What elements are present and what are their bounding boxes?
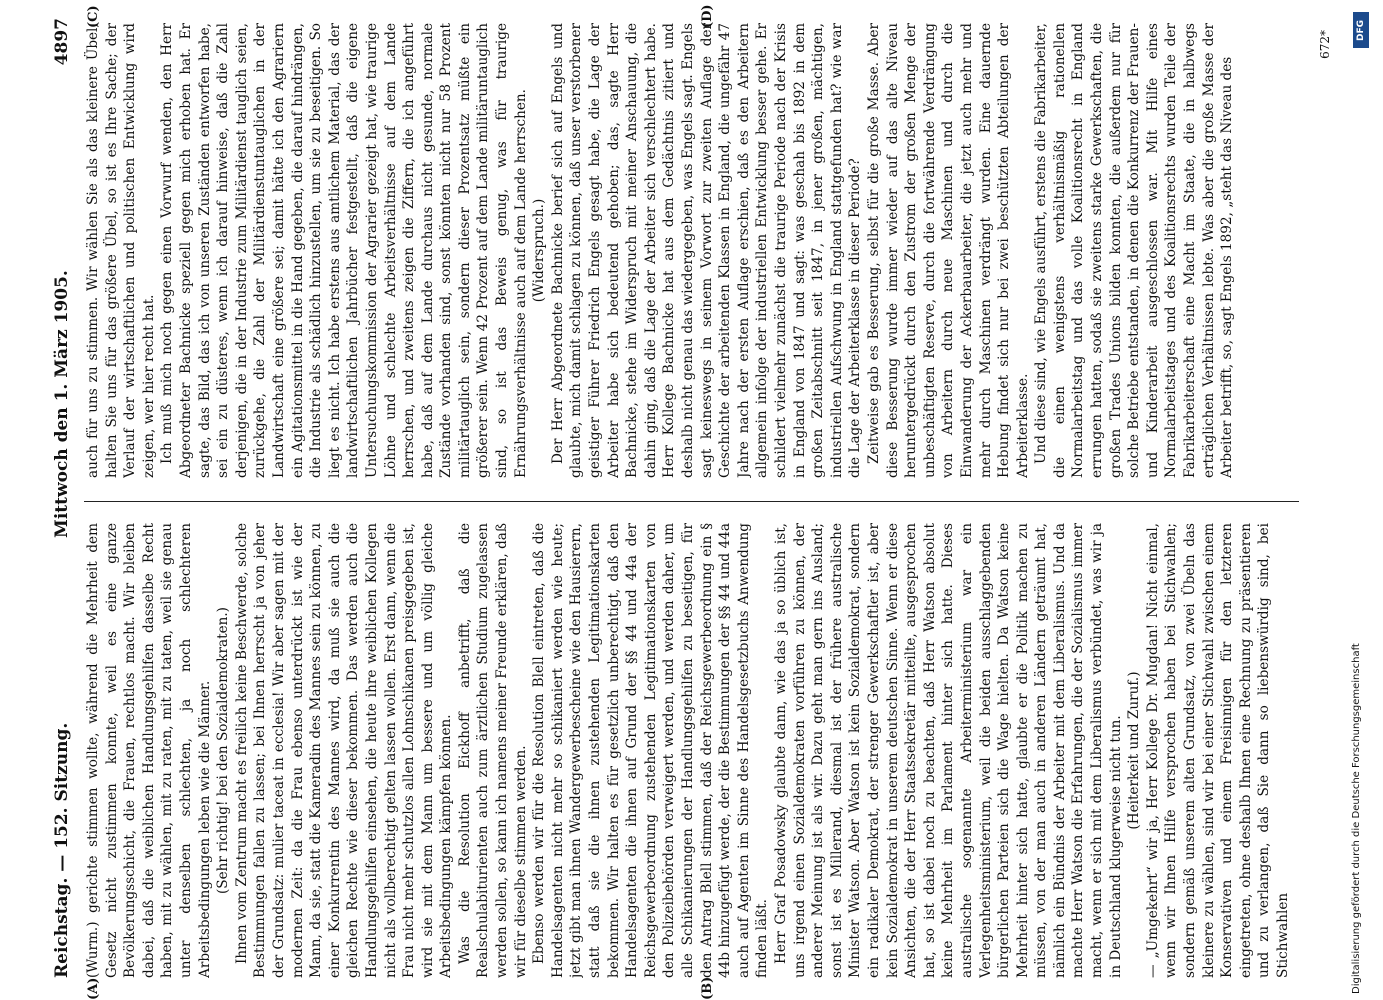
margin-marker-a: (A) [86, 977, 101, 1000]
left-column [84, 523, 1299, 978]
paragraph: (Widerspruch.) [531, 198, 548, 303]
paragraph: Ihnen vom Zentrum macht es freilich keine Beschwerde, solche Bestimmungen fallen zu lassen; bei Ihnen herrscht ja von jeher der Grundsatz: mulier taceat in ecclesia! Wir aber sagen mit der modernen Zeit: da die Frau ebenso unterdrückt ist wie der Mann, da sie, statt die Kameradin des Mannes sein zu können, zu einer Konkurrentin des Mannes wird, da muß sie auch die gleichen Rechte wie dieser bekommen. Das werden auch die Handlungsgehilfen einsehen, die heute ihre weiblichen Kollegen nicht als vollberechtigt gelten lassen wollen. Erst dann, wenn die Frau nicht mehr schutzlos allen Lohnschikanen preisgegeben ist, wird sie mit dem Mann um bessere und um völlig gleiche Arbeitsbedingungen kämpfen können. [233, 523, 455, 978]
header-left: Reichstag. — 152. Sitzung. [52, 722, 72, 978]
paragraph: (Wurm.) gerichte stimmen wollte, während die Mehrheit dem Gesetz nicht zustimmen konnte, weil es eine ganze Bevölkerungsschicht, die Frauen, rechtlos macht. Wir bleiben dabei, daß die weiblichen Handlungsgehilfen dasselbe Recht haben, mit zu wählen, mit zu raten, mit zu taten, weil sie genau unter denselben schlechten, ja noch schlechteren Arbeitsbedingungen leben wie die Männer. [85, 523, 213, 978]
dfg-credit-text: Digitalisierung gefördert durch die Deutsche Forschungsgemeinschaft [1351, 643, 1362, 994]
paragraph: Ich muß mich noch gegen einen Vorwurf wenden, den Herr Abgeordneter Bachnicke speziell gegen mich erhoben hat. Er sagte, das Bild, das ich von unseren Zuständen entworfen habe, sei ein zu düsteres, wenn ich darauf hinweise, daß die Zahl derjenigen, die in der Industrie zum Militärdienst tauglich seien, zurückgehe, die Zahl der Militärdienstuntauglichen in der Landwirtschaft eine größere sei; damit hätte ich den Agrariern ein Agitationsmittel in die Hand gegeben, die darauf hindrängen, die Industrie als schädlich hinzustellen, um sie zu beseitigen. So liegt es nicht. Ich habe erstens aus amtlichem Material, das der landwirtschaftlichen Jahrbücher festgestellt, daß die eigene Untersuchungskommission der Agrarier gezeigt hat, wie traurige Löhne und schlechte Arbeitsverhältnisse auf dem Lande herrschen, und zweitens zeigen die Ziffern, die ich angeführt habe, daß auf dem Lande durchaus nicht gesunde, normale Zustände vorhanden sind, sonst könnten nicht nur 58 Prozent militärtauglich sein, sondern dieser Prozentsatz müßte ein größerer sein. Wenn 42 Prozent auf dem Lande militäruntauglich sind, so ist das Beweis genug, was für traurige Ernährungsverhältnisse auch auf dem Lande herrschen. [159, 23, 529, 478]
paragraph: Und diese sind, wie Engels ausführt, erstens die Fabrikarbeiter, die einen wenigstens verhältnismäßig rationellen Normalarbeitstag und das volle Koalitionsrecht in England errungen hatten, sodaß sie zweitens starke Gewerkschaften, die großen Trades Unions bilden konnten, die außerdem nur für solche Betriebe entstanden, in denen die Konkurrenz der Frauen- und Kinderarbeit ausgeschlossen war. Mit Hilfe eines Normalarbeitstages und des Koalitionsrechts wurden Teile der Fabrikarbeiterschaft eine Macht im Staate, die in halbwegs erträglichen Verhältnissen lebte. Was aber die große Masse der Arbeiter betrifft, so, sagt Engels 1892, „steht das Niveau des [1033, 23, 1236, 478]
dfg-logo: DFG [1353, 12, 1369, 48]
paragraph: Der Herr Abgeordnete Bachnicke berief sich auf Engels und glaubte, mich damit schlagen zu können, daß unser verstorbener geistiger Führer Friedrich Engels gesagt habe, die Lage der Arbeiter habe sich bedeutend gehoben; das, sagte Herr Bachnicke, stehe im Widerspruch mit meiner Anschauung, die dahin ging, daß die Lage der Arbeiter sich verschlechtert habe. Herr Kollege Bachnicke hat aus dem Gedächtnis zitiert und deshalb nicht genau das wiedergegeben, was Engels sagt. Engels sagt keineswegs in seinem Vorwort zur zweiten Auflage der Geschichte der arbeitenden Klassen in England, die ungefähr 47 Jahre nach der ersten Auflage erschien, daß es den Arbeitern allgemein infolge der industriellen Entwicklung besser gehe. Er schildert vielmehr zunächst die traurige Periode nach der Krisis in England von 1847 und sagt: was geschah bis 1892 in dem großen Zeitabschnitt seit 1847, in jener großen, mächtigen, industriellen Aufschwung in England stattgefunden hat? wie war die Lage der Arbeiterklasse in dieser Periode? [549, 23, 864, 478]
header-page-number: 4897 [52, 18, 72, 66]
paragraph: — „Umgekehrt“ wir ja, Herr Kollege Dr. Mugdan! Nicht einmal, wenn wir Ihnen Hilfe versprochen haben bei Stichwahlen; sondern gemäß unserem alten Grundsatz, von zwei Übeln das kleinere zu wählen, sind wir bei einer Stichwahl zwischen einem Konservativen und einem Freisinnigen für den letzteren eingetreten, ohne deshalb Ihnen eine Rechnung zu präsentieren und zu verlangen, daß Sie dann so liebenswürdig sind, bei Stichwahlen [1144, 523, 1291, 978]
right-column [84, 23, 1299, 478]
paragraph: auch für uns zu stimmen. Wir wählen Sie als das kleinere Übel; halten Sie uns für das größere Übel, so ist es Ihre Sache; der Verlauf der wirtschaftlichen und politischen Entwicklung wird zeigen, wer hier recht hat. [85, 23, 157, 478]
margin-marker-c: (C) [86, 5, 101, 28]
paragraph: Zeitweise gab es Besserung, selbst für die große Masse. Aber diese Besserung wurde immer wieder auf das alte Niveau heruntergedrückt durch den Zustrom der großen Menge der unbeschäftigten Reserve, durch die fortwährende Verdrängung von Arbeitern durch neue Maschinen und durch die Einwanderung der Ackerbauarbeiter, die jetzt auch mehr und mehr durch Maschinen verdrängt wurden. Eine dauernde Hebung findet sich nur bei zwei beschützten Abteilungen der Arbeiterklasse. [865, 23, 1031, 478]
paragraph: (Heiterkeit und Zuruf.) [1126, 671, 1143, 830]
margin-marker-b: (B) [700, 976, 715, 1000]
margin-marker-d: (D) [700, 4, 715, 28]
page-header [52, 18, 78, 978]
paragraph: Was die Resolution Eickhoff anbetrifft, daß die Realschulabiturienten auch zum ärztlichen Studium zugelassen werden sollen, so kann ich namens meiner Freunde erklären, daß wir für dieselbe stimmen werden. [456, 523, 529, 978]
paragraph: Ebenso werden wir für die Resolution Blell eintreten, daß die Handelsagenten nicht mehr so schikaniert werden wie heute; jetzt gibt man ihnen Wandergewerbescheine wie den Hausierern, statt daß sie die ihnen zustehenden Legitimationskarten bekommen. Wir halten es für gesetzlich unberechtigt, daß den Handelsagenten die ihnen auf Grund der §§ 44 und 44a der Reichsgewerbeordnung zustehenden Legitimationskarten von den Polizeibehörden verweigert werden, und werden daher, um alle Schikanierungen der Handlungsgehilfen zu beseitigen, für den Antrag Blell stimmen, daß der Reichsgewerbeordnung ein § 44b hinzugefügt werde, der die Bestimmungen der §§ 44 und 44a auch auf Agenten im Sinne des Handelsgesetzbuchs Anwendung finden läßt. [531, 523, 771, 978]
header-center: Mittwoch den 1. März 1905. [52, 270, 72, 538]
paragraph: (Sehr richtig! bei den Sozialdemokraten.) [215, 607, 232, 894]
column-divider [84, 501, 1299, 502]
paragraph: Herr Graf Posadowsky glaubte dann, wie das ja so üblich ist, uns irgend einen Sozialdemokraten vorführen zu können, der anderer Meinung ist als wir. Dazu geht man gern ins Ausland; sonst ist es Millerand, diesmal ist der frühere australische Minister Watson. Aber Watson ist kein Sozialdemokrat, sondern ein radikaler Demokrat, der strenger Gewerkschaftler ist, aber kein Sozialdemokrat in unserem deutschen Sinne. Wenn er diese Ansichten, die der Herr Staatssekretär mitteilte, ausgesprochen hat, so ist dabei noch zu beachten, daß Herr Watson absolut keine Mehrheit im Parlament hinter sich hatte. Dieses australische sogenannte Arbeiterministerium war ein Verlegenheitsministerium, weil die beiden ausschlaggebenden bürgerlichen Parteien sich die Wage hielten. Da Watson keine Mehrheit hinter sich hatte, glaubte er die Politik machen zu müssen, von der man auch in anderen Ländern geträumt hat, nämlich ein Bündnis der Arbeiter mit dem Liberalismus. Und da machte Herr Watson die Erfahrungen, die der Sozialismus immer macht, wenn er sich mit dem Liberalismus verbündet, was wir ja in Deutschland klugerweise nicht tun. [772, 523, 1124, 978]
dfg-sidenote [1347, 6, 1377, 994]
footer-page-number: 672* [1318, 30, 1332, 59]
